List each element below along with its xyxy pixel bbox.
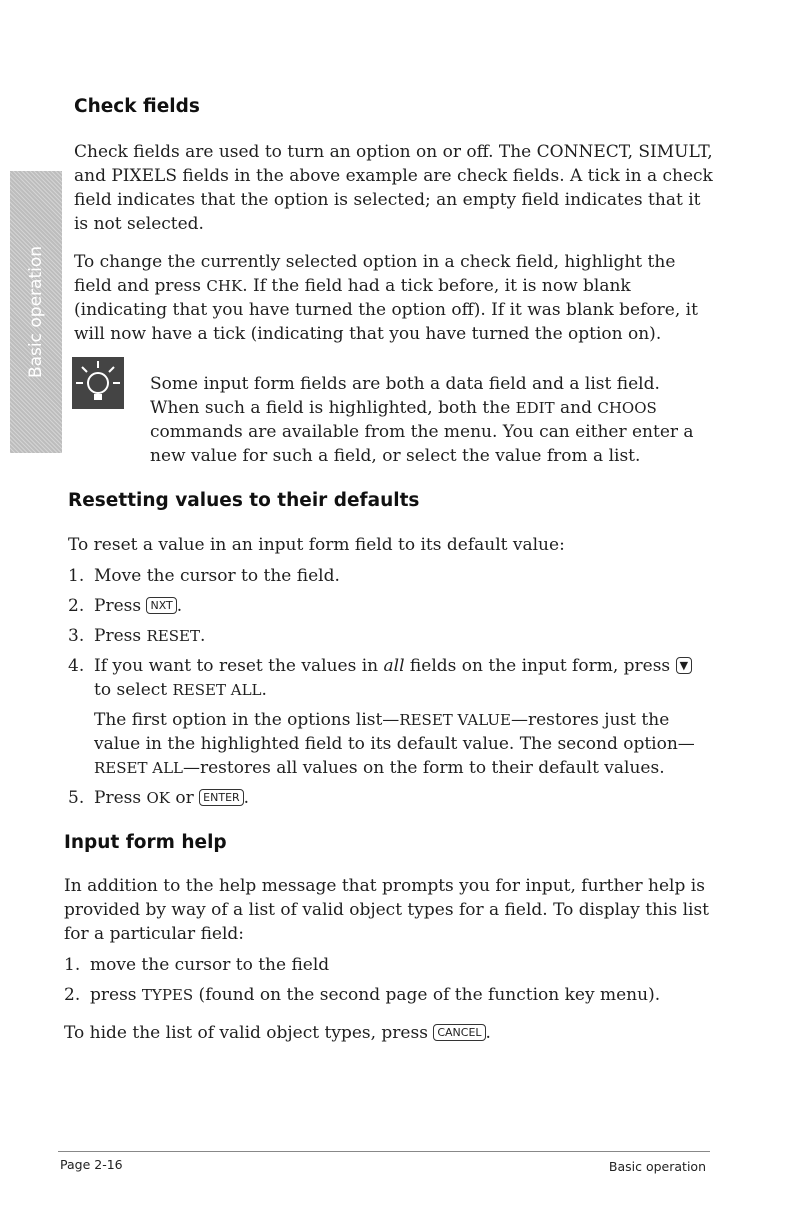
list-item: 1. move the cursor to the field <box>64 955 330 975</box>
reset-steps-list <box>68 564 712 810</box>
heading-check-fields: Check fields <box>74 96 200 117</box>
side-tab-label: Basic operation <box>26 245 46 379</box>
types-key-label: TYPES <box>141 986 194 1004</box>
list-item: 4. If you want to reset the values in all fields on the input form, press ▼ to select RESET ALL. <box>68 654 712 702</box>
resetting-intro: To reset a value in an input form field to its default value: <box>68 535 565 555</box>
check-fields-paragraph-1: Check fields are used to turn an option on or off. The CONNECT, SIMULT, and PIXELS fields in the above example are check fields. A tick in a check field indicates that the option is selected; an empty field indicates that it is not selected. <box>74 142 713 234</box>
hide-list-paragraph: To hide the list of valid object types, press CANCEL . <box>64 1023 491 1043</box>
input-help-paragraph: In addition to the help message that prompts you for input, further help is provided by way of a list of valid object types for a field. To display this list for a particular field: <box>64 876 710 944</box>
down-arrow-key: ▼ <box>676 657 692 674</box>
edit-key-label: EDIT <box>515 399 555 417</box>
footer-section-name: Basic operation <box>608 1159 706 1174</box>
side-tab <box>10 171 62 453</box>
nxt-key: NXT <box>146 597 176 614</box>
help-steps-list <box>64 953 710 1007</box>
ok-key-label: OK <box>146 789 170 807</box>
reset-key-label: RESET <box>146 627 200 645</box>
list-item-note: The first option in the options list—RESET VALUE—restores just the value in the highlighted field to its default value. The second option—RESET ALL—restores all values on the form to their default values. <box>94 710 695 778</box>
heading-resetting-values: Resetting values to their defaults <box>68 490 420 511</box>
heading-input-form-help: Input form help <box>64 832 227 853</box>
list-item: 3. Press RESET. <box>68 626 206 646</box>
check-fields-paragraph-2: To change the currently selected option in a check field, highlight the field and press CHK. If the field had a tick before, it is now blank (indicating that you have turned the option off). If it was blank before, it will now have a tick (indicating that you have turned the option on). <box>74 252 698 344</box>
choos-key-label: CHOOS <box>597 399 657 417</box>
reset-all-key-label: RESET ALL <box>172 681 262 699</box>
list-item: 5. Press OK or ENTER . <box>68 788 250 808</box>
lightbulb-icon <box>72 357 124 409</box>
reset-value-key-label: RESET VALUE <box>399 711 511 729</box>
list-item: 2. press TYPES (found on the second page of the function key menu). <box>64 985 661 1005</box>
chk-key-label: CHK <box>206 277 243 295</box>
footer-page-number: Page 2-16 <box>60 1157 123 1172</box>
tip-text: Some input form fields are both a data field and a list field. When such a field is highlighted, both the EDIT and CHOOS commands are available from the menu. You can either enter a new value for such a field, or select the value from a list. <box>150 374 694 466</box>
reset-all-key-label-2: RESET ALL <box>94 759 183 777</box>
list-item: 1. Move the cursor to the field. <box>68 566 340 586</box>
enter-key: ENTER <box>199 789 244 806</box>
footer-rule <box>58 1151 710 1152</box>
cancel-key: CANCEL <box>433 1024 485 1041</box>
list-item: 2. Press NXT . <box>68 596 183 616</box>
